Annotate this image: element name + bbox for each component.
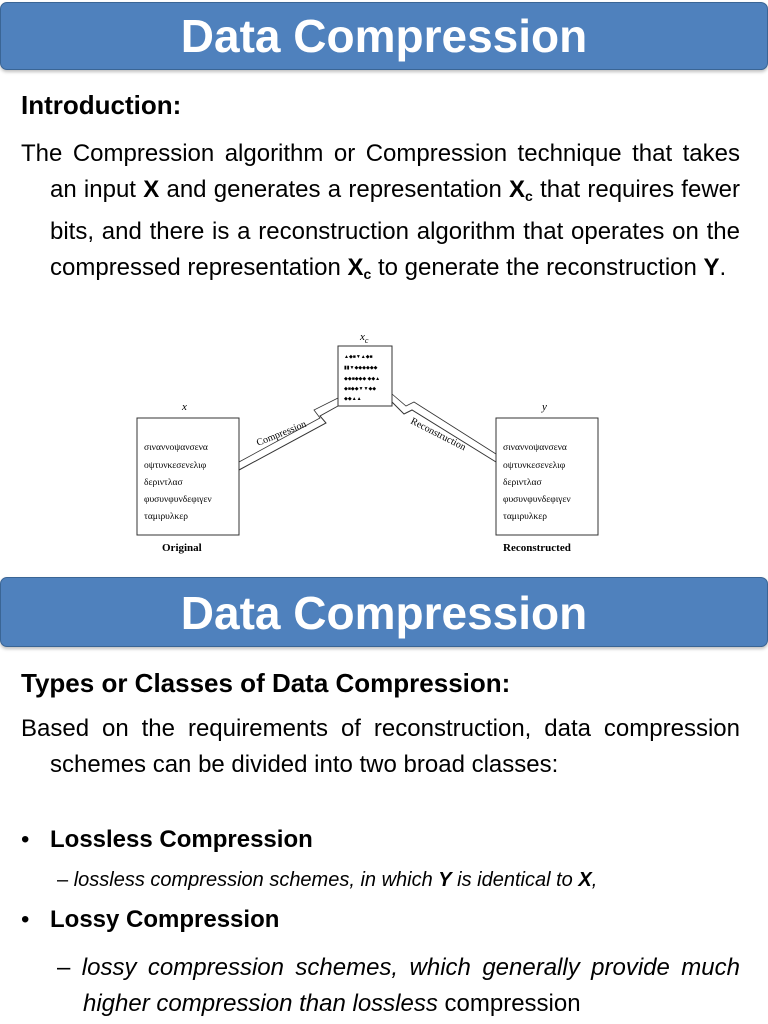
bullet-dot: • — [21, 906, 30, 933]
caption-original: Original — [162, 542, 202, 554]
svg-text:δεριντλασ: δεριντλασ — [144, 478, 183, 488]
introduction-paragraph: The Compression algorithm or Compression technique that takes an input X and generates a representation $X_c$ that requires fewer bits, and there is a reconstruction algorithm that operates on the compressed representation $X_c$ to generate the reconstruction Y. — [21, 140, 740, 282]
svg-text:▲◆■▼▲◆■: ▲◆■▼▲◆■ — [344, 355, 373, 360]
svg-text:φυσυνφυνδεφιγεν: φυσυνφυνδεφιγεν — [144, 495, 212, 505]
svg-text:οψτυνκεσενελιφ: οψτυνκεσενελιφ — [144, 461, 207, 471]
svg-text:σιναννοψανσενα: σιναννοψανσενα — [144, 443, 208, 453]
lossless-description: – lossless compression schemes, in which Y is identical to X, — [57, 869, 598, 891]
slide2-title-banner — [0, 577, 768, 647]
svg-text:σιναννοψανσενα: σιναννοψανσενα — [503, 443, 567, 453]
svg-text:οψτυνκεσενελιφ: οψτυνκεσενελιφ — [503, 461, 566, 471]
slide-title: Data Compression — [180, 10, 588, 62]
compression-diagram — [130, 328, 610, 560]
svg-text:◆■◆◆▼▼◆◆: ◆■◆◆▼▼◆◆ — [344, 387, 377, 392]
svg-text:φυσυνφυνδεφιγεν: φυσυνφυνδεφιγεν — [503, 495, 571, 505]
label-xc: $x_c$ — [360, 331, 369, 345]
svg-text:◆◆■◆◆◆ ◆◆▲: ◆◆■◆◆◆ ◆◆▲ — [344, 377, 381, 382]
caption-reconstructed: Reconstructed — [503, 542, 571, 554]
label-x: x — [182, 401, 187, 413]
types-paragraph: Based on the requirements of reconstruction, data compression schemes can be divided into two broad classes: — [21, 715, 740, 778]
svg-text:ταμιρυλκερ: ταμιρυλκερ — [144, 512, 188, 522]
svg-text:▮▮▼◆◆◆◆◆◆: ▮▮▼◆◆◆◆◆◆ — [344, 366, 378, 371]
types-heading: Types or Classes of Data Compression: — [21, 668, 511, 698]
bullet-lossy: • Lossy Compression — [21, 906, 280, 933]
lossy-description: – lossy compression schemes, which generally provide much higher compression than lossless compression — [57, 954, 740, 1017]
svg-text:◆◆▲▲: ◆◆▲▲ — [344, 397, 362, 402]
introduction-heading: Introduction: — [21, 90, 182, 120]
svg-text:δεριντλασ: δεριντλασ — [503, 478, 542, 488]
reconstruction-label: Reconstruction — [408, 415, 468, 454]
bullet-lossless: • Lossless Compression — [21, 826, 313, 853]
label-y: y — [542, 401, 547, 413]
slide2-title: Data Compression — [180, 587, 588, 639]
compression-label: Compression — [255, 418, 309, 449]
slide-title-banner — [0, 2, 768, 70]
bullet-dot: • — [21, 826, 30, 853]
svg-text:ταμιρυλκερ: ταμιρυλκερ — [503, 512, 547, 522]
